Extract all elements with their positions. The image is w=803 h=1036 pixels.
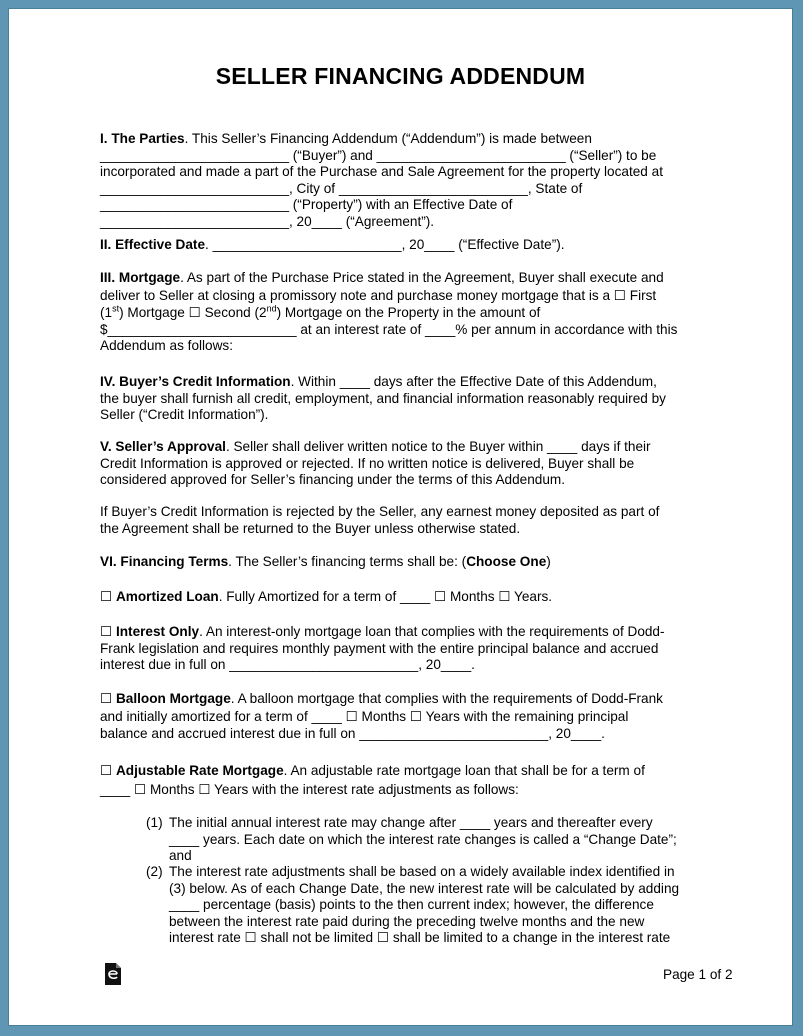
list-number-1: (1) — [146, 815, 163, 830]
parties-line-5: _________________________ (“Property”) with an Effective Date of — [100, 197, 513, 213]
balloon-heading: Balloon Mortgage — [115, 691, 231, 706]
mortgage-line-4: $_________________________ at an interest rate of ____% per annum in accordance with this — [100, 321, 678, 337]
section-rejection — [100, 504, 704, 537]
document-title: SELLER FINANCING ADDENDUM — [215, 63, 586, 89]
document-page — [8, 8, 793, 1026]
option-balloon-mortgage: ☐ Balloon Mortgage. A balloon mortgage that complies with the requirements of Dodd-Frank and initially amortized for a term of ____ ☐ Months ☐ Years with the remaining principal balance and accrued interest due in full on _________________________, 20____. — [100, 691, 704, 743]
option-interest-only: ☐ Interest Only. An interest-only mortgage loan that complies with the requirements of Dodd- Frank legislation and requires monthly payment with the entire principal balance and accrued interest due in full on _________________________, 20____. — [100, 624, 704, 674]
option-adjustable-rate: ☐ Adjustable Rate Mortgage. An adjustable rate mortgage loan that shall be for a term of ____ ☐ Months ☐ Years with the interest rate adjustments as follows: — [100, 763, 704, 798]
list-item-1: The initial annual interest rate may change after ____ years and thereafter every ____ years. Each date on which the interest rate changes is called a “Change Date”; and — [169, 815, 677, 864]
adjustable-heading: Adjustable Rate Mortgage — [115, 763, 284, 778]
seller-approval-line-3: considered approved for Seller’s financing under the terms of this Addendum. — [100, 472, 565, 488]
rejection-line-2: the Agreement shall be returned to the Buyer unless otherwise stated. — [100, 520, 521, 536]
seller-approval-line-2: Credit Information is approved or rejected. If no written notice is delivered, Buyer shall be — [100, 455, 635, 471]
mortgage-line-2: deliver to Seller at closing a promissory note and purchase money mortgage that is a ☐ First — [100, 287, 657, 303]
parties-line-3: incorporated and made a part of the Purchase and Sale Agreement for the property located at — [100, 164, 663, 180]
section-parties — [100, 131, 704, 231]
credit-info-heading: IV. Buyer’s Credit Information — [100, 374, 291, 389]
seller-approval-heading: V. Seller’s Approval — [100, 439, 226, 454]
credit-info-line-2: the buyer shall furnish all credit, employment, and financial information reasonably required by — [100, 390, 666, 406]
balloon-line-3: balance and accrued interest due in full on _________________________, 20____. — [100, 726, 605, 742]
parties-line-6: _________________________, 20____ (“Agreement”). — [100, 213, 435, 229]
section-effective-date — [100, 237, 704, 254]
parties-line-4: _________________________, City of _________________________, State of — [100, 180, 583, 196]
section-credit-info: IV. Buyer’s Credit Information. Within ____ days after the Effective Date of this Addendum, the buyer shall furnish all credit, employment, and financial information reasonably required by Seller (“Credit Information”). — [100, 374, 704, 424]
interest-only-line-3: interest due in full on _________________________, 20____. — [100, 657, 475, 673]
amortized-checkbox[interactable]: ☐ — [100, 589, 113, 604]
parties-line-2: _________________________ (“Buyer”) and _________________________ (“Seller”) to be — [100, 147, 657, 163]
mortgage-line-5: Addendum as follows: — [100, 338, 233, 354]
interest-only-heading: Interest Only — [115, 624, 200, 639]
list-number-2: (2) — [146, 864, 163, 879]
amortized-heading: Amortized Loan — [115, 589, 219, 604]
adjustable-checkbox[interactable]: ☐ — [100, 763, 113, 778]
balloon-line-2: and initially amortized for a term of ____ ☐ Months ☐ Years with the remaining principal — [100, 708, 629, 724]
section-mortgage: III. Mortgage. As part of the Purchase Price stated in the Agreement, Buyer shall execute and deliver to Seller at closing a promissory note and purchase money mortgage that is a ☐ First (1st) Mortgage ☐ Second (2nd) Mortgage on the Property in the amount of $_________________________ at an interest rate of ____% per annum in accordance with this Addendum as follows: — [100, 270, 704, 355]
balloon-checkbox[interactable]: ☐ — [100, 691, 113, 706]
list-item-2: The interest rate adjustments shall be based on a widely available index identified in (3) below. As of each Change Date, the new interest rate will be calculated by adding ____ percentage (basis) points to the then current index; however, the difference between the interest rate paid during the preceding twelve months and the new interest rate ☐ shall not be limited ☐ shall be limited to a change in the interest rate — [169, 864, 680, 946]
credit-info-line-3: Seller (“Credit Information”). — [100, 407, 269, 423]
page-number: Page 1 of 2 — [663, 967, 733, 982]
section-financing-terms: VI. Financing Terms. The Seller’s financing terms shall be: (Choose One) — [100, 554, 551, 569]
choose-one-label: Choose One — [466, 554, 547, 569]
section-seller-approval: V. Seller’s Approval. Seller shall deliver written notice to the Buyer within ____ days if their Credit Information is approved or rejected. If no written notice is delivered, Buyer shall be considered approved for Seller’s financing under the terms of this Addendum. — [100, 439, 704, 489]
option-amortized-loan: ☐ Amortized Loan. Fully Amortized for a term of ____ ☐ Months ☐ Years. — [100, 589, 553, 604]
rejection-line-1: If Buyer’s Credit Information is rejected by the Seller, any earnest money deposited as part of — [100, 504, 660, 519]
interest-only-line-2: Frank legislation and requires monthly payment with the entire principal balance and accrued — [100, 640, 659, 656]
mortgage-line-3: (1st) Mortgage ☐ Second (2nd) Mortgage on the Property in the amount of — [100, 303, 541, 321]
effective-date-text: . _________________________, 20____ (“Effective Date”). — [205, 237, 565, 252]
mortgage-heading: III. Mortgage — [100, 270, 181, 285]
parties-line-1: I. The Parties. This Seller’s Financing Addendum (“Addendum”) is made between — [100, 131, 592, 146]
interest-only-checkbox[interactable]: ☐ — [100, 624, 113, 639]
parties-heading: I. The Parties — [100, 131, 185, 146]
document-e-icon — [105, 963, 121, 985]
adjustable-line-2: ____ ☐ Months ☐ Years with the interest rate adjustments as follows: — [100, 781, 519, 797]
effective-date-heading: II. Effective Date — [100, 237, 206, 252]
financing-terms-heading: VI. Financing Terms — [100, 554, 229, 569]
